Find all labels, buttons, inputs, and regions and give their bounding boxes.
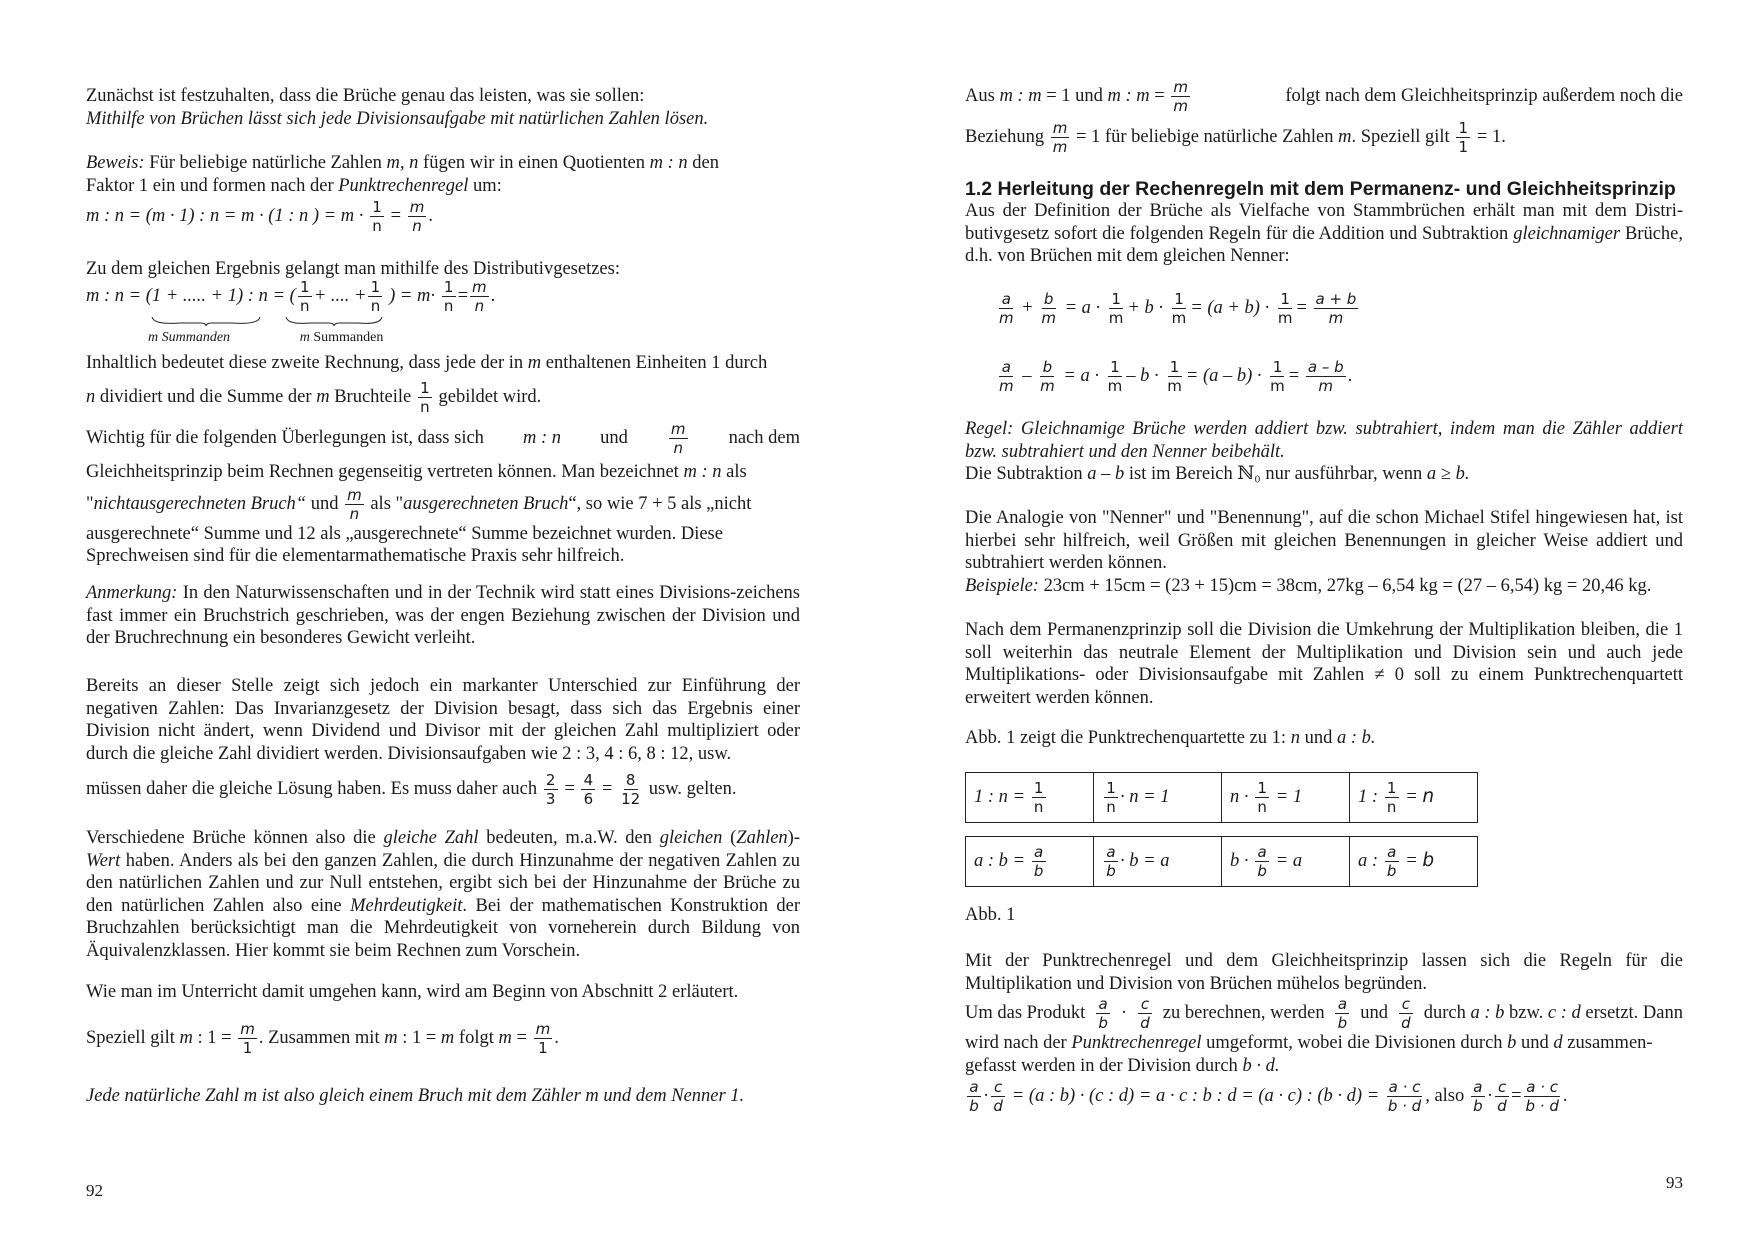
definition-paragraph: Aus der Definition der Brüche als Vielfache von Stammbrüchen erhält man mit dem Distri-butivgesetz sofort die folgenden Regeln für die Addition und Subtraktion gleichnamiger Brüche, d.h. von Brüchen mit dem gleichen Nenner: [965,201,1683,266]
beweis-paragraph: Beweis: Für beliebige natürliche Zahlen m, n fügen wir in einen Quotienten m : n den Faktor 1 ein und formen nach der Punktrechenregel um: [86,153,719,196]
quartet-1-cell-3: n · $\frac{1}{n}$ = 1 [1222,773,1350,823]
analogie-paragraph: Die Analogie von "Nenner" und "Benennung", auf die schon Michael Stifel hingewiesen hat, ist hierbei sehr hilfreich, weil Größen mit gleichen Benennungen in gleicher Weise addiert und subtrahiert werden können. Beispiele: 23cm + 15cm = (23 + 15)cm = 38cm, 27kg – 6,54 kg = (27 – 6,54) kg = 20,46 kg. [965,508,1683,596]
quartet-2-cell-2: $\frac{a}{b}$ · b = a [1094,837,1222,887]
distributiv-line: Zu dem gleichen Ergebnis gelangt man mithilfe des Distributivgesetzes: [86,259,620,279]
quartet-1-cell-2: $\frac{1}{n}$ · n = 1 [1094,773,1222,823]
permanenz-paragraph: Nach dem Permanenzprinzip soll die Division die Umkehrung der Multiplikation bleiben, die 1 soll weiterhin das neutrale Element der Multiplikation und Division sein und auch jede Multiplikations- oder Divisionsaufgabe mit Zahlen ≠ 0 soll zu einem Punktrechenquartett erweitert werden können. [965,620,1683,708]
page-number-left: 92 [86,1181,103,1200]
underbrace-1 [150,315,262,327]
speziell-line: Speziell gilt m : 1 = $\frac{m}{1}$ . Zusammen mit m : 1 = m folgt m = $\frac{m}{1}$ . [86,1020,559,1057]
underbrace-2 [284,315,384,327]
intro-paragraph: Zunächst ist festzuhalten, dass die Brüche genau das leisten, was sie sollen: Mithilfe von Brüchen lässt sich jede Divisionsaufgabe mit natürlichen Zahlen lösen. [86,86,709,129]
section-heading: 1.2 Herleitung der Rechenregeln mit dem Permanenz- und Gleichheitsprinzip [965,178,1676,200]
verschieden-paragraph: Verschiedene Brüche können also die gleiche Zahl bedeuten, m.a.W. den gleichen (Zahlen)- Wert haben. Anders als bei den ganzen Zahlen, die durch Hinzunahme der negativen Zahlen zu den natürlichen Zahlen und zur Null entstehen, ergibt sich bei der Hinzunahme der Brüche zu den natürlichen Zahlen also eine Mehrdeutigkeit. Bei der mathematischen Konstruktion der Bruchzahlen berücksichtigt man die Mehrdeutigkeit von vorneherein durch Bildung von Äquivalenzklassen. Hier kommt sie beim Rechnen zum Vorschein. [86,828,801,961]
punktrechen-paragraph: Mit der Punktrechenregel und dem Gleichheitsprinzip lassen sich die Regeln für die Multiplikation und Division von Brüchen mühelos begründen. Um das Produkt $\frac{a}{b}$ · $\frac{c}{d}$ zu berechnen, werden $\frac{a}{b}$ und $\frac{c}{d}$ durch a : b bzw. c : d ersetzt. Dann wird nach der Punktrechenregel umgeformt, wobei die Divisionen durch b und d zusammen- gefasst werden in der Division durch b · d. [965,951,1683,1076]
subtraction-formula: $\frac{a}{m}$ – $\frac{b}{m}$ = a · $\frac{1}{m}$ – b · $\frac{1}{m}$ = (a – b) · $\frac{1}{m}$ = $\frac{a - b}{m}$ . [999,358,1353,395]
left-page [86,0,800,1237]
summanden-label-2: m Summanden [299,329,384,345]
wichtig-paragraph: Wichtig für die folgenden Überlegungen ist, dass sich m : n und $\frac{m}{n}$ nach dem Gleichheitsprinzip beim Rechnen gegenseitig vertreten können. Man bezeichnet m : n als "nichtausgerechneten Bruch“ und $\frac{m}{n}$ als "ausgerechneten Bruch“, so wie 7 + 5 als „nicht ausgerechnete“ Summe und 12 als „ausgerechnete“ Summe bezeichnet wurden. Diese Sprechweisen sind für die elementarmathematische Praxis sehr hilfreich. [86,420,800,566]
wie-line: Wie man im Unterricht damit umgehen kann, wird am Beginn von Abschnitt 2 erläutert. [86,982,739,1002]
quartet-2-cell-4: a : $\frac{a}{b}$ = b [1350,837,1478,887]
quartet-1-cell-1: 1 : n = $\frac{1}{n}$ [966,773,1094,823]
equation-1: m : n = (m · 1) : n = m · (1 : n ) = m · $\frac{1}{n}$ = $\frac{m}{n}$ . [86,198,433,235]
quartet-table-2 [965,836,1478,887]
addition-formula: $\frac{a}{m}$ + $\frac{b}{m}$ = a · $\frac{1}{m}$ + b · $\frac{1}{m}$ = (a + b) · $\frac{1}{m}$ = $\frac{a + b}{m}$ [999,290,1357,327]
summanden-label-1: m Summanden [148,329,231,345]
right-page [965,0,1683,1237]
inhalt-paragraph: Inhaltlich bedeutet diese zweite Rechnung, dass jede der in m enthaltenen Einheiten 1 durch n dividiert und die Summe der m Bruchteile $\frac{1}{n}$ gebildet wird. [86,353,768,416]
jede-line: Jede natürliche Zahl m ist also gleich einem Bruch mit dem Zähler m und dem Nenner 1. [86,1086,745,1106]
quartet-1-cell-4: 1 : $\frac{1}{n}$ = n [1350,773,1478,823]
regel-paragraph: Regel: Gleichnamige Brüche werden addiert bzw. subtrahiert, indem man die Zähler addiert bzw. subtrahiert und den Nenner beibehält. Die Subtraktion a – b ist im Bereich ℕ₀ nur ausführbar, wenn a ≥ b. [965,419,1683,484]
bereits-paragraph: Bereits an dieser Stelle zeigt sich jedoch ein markanter Unterschied zur Einführung der negativen Zahlen: Das Invarianzgesetz der Division besagt, dass sich das Ergebnis einer Division nicht ändert, wenn Dividend und Divisor mit der gleichen Zahl multipliziert oder durch die gleiche Zahl dividiert werden. Divisionsaufgaben wie 2 : 3, 4 : 6, 8 : 12, usw. müssen daher die gleiche Lösung haben. Es muss daher auch $\frac{2}{3}$ = $\frac{4}{6}$ = $\frac{8}{12}$ usw. gelten. [86,676,800,808]
final-formula: $\frac{a}{b}$ · $\frac{c}{d}$ = (a : b) · (c : d) = a · c : b : d = (a · c) : (b · d) = $\frac{a \cdot c}{b \cdot d}$ , also $\frac{a}{b}$ · $\frac{c}{d}$ = $\frac{a \cdot c}{b \cdot d}$ . [965,1078,1683,1115]
abb-caption: Abb. 1 [965,905,1016,925]
quartet-2-cell-1: a : b = $\frac{a}{b}$ [966,837,1094,887]
quartet-2-cell-3: b · $\frac{a}{b}$ = a [1222,837,1350,887]
aus-paragraph: Aus m : m = 1 und m : m = $\frac{m}{m}$ folgt nach dem Gleichheitsprinzip außerdem noch die Beziehung $\frac{m}{m}$ = 1 für beliebige natürliche Zahlen m. Speziell gilt $\frac{1}{1}$ = 1. [965,78,1683,156]
page-number-right: 93 [1666,1173,1683,1192]
equation-2: m : n = (1 + ..... + 1) : n = ( m Summanden $\frac{1}{n}$ + .... + m Summanden $\frac{1}{n}$ ) = m· $\frac{1}{n}$ = $\frac{m}{n}$ . [86,278,800,315]
quartet-table-1 [965,772,1478,823]
abb-intro-line: Abb. 1 zeigt die Punktrechenquartette zu 1: n und a : b. [965,728,1376,748]
anmerkung-paragraph: Anmerkung: In den Naturwissenschaften und in der Technik wird statt eines Divisions-zeichens fast immer ein Bruchstrich geschrieben, was der engen Beziehung zwischen der Division und der Bruchrechnung ein besonderes Gewicht verleiht. [86,583,800,648]
